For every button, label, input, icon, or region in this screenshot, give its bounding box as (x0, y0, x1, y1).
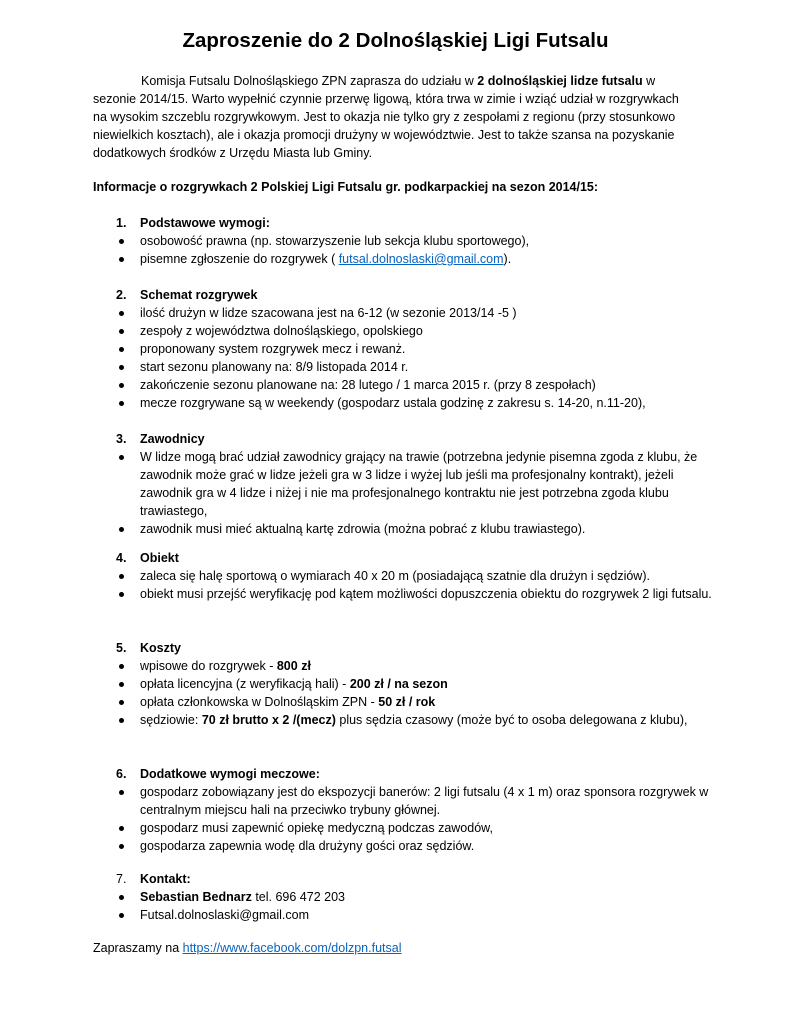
list-item-text: opłata licencyjna (z weryfikacją hali) - (140, 677, 350, 691)
list-item (93, 304, 713, 322)
list-item (93, 448, 713, 520)
list-item (93, 232, 713, 250)
section-number: 1. (116, 216, 127, 230)
list-item (93, 376, 713, 394)
list-item-bold: 70 zł brutto x 2 /(mecz) (201, 713, 336, 727)
page-title: Zaproszenie do 2 Dolnośląskiej Ligi Futsalu (182, 29, 609, 52)
list-item-text: obiekt musi przejść weryfikację pod kątem możliwości dopuszczenia obiektu do rozgrywek 2 ligi futsalu. (140, 587, 712, 601)
section-title (93, 286, 713, 304)
list-item (93, 657, 713, 675)
section-7 (93, 870, 713, 924)
bullet-icon (116, 675, 126, 693)
list-item (93, 675, 713, 693)
list-item-bold: 50 zł / rok (378, 695, 436, 709)
bullet-icon (116, 711, 126, 729)
list-item-bold: 800 zł (276, 659, 311, 673)
bullet-icon (116, 250, 126, 268)
list-item-text: gospodarz zobowiązany jest do ekspozycji banerów: 2 ligi futsalu (4 x 1 m) oraz sponsora rozgrywek w centralnym miejscu hali na przeciwko trybuny głównej. (140, 785, 709, 817)
bullet-icon (116, 232, 126, 250)
section-title-text: Dodatkowe wymogi meczowe: (140, 767, 320, 781)
list-item-text: zakończenie sezonu planowane na: 28 lutego / 1 marca 2015 r. (przy 8 zespołach) (140, 378, 596, 392)
section-title-text: Podstawowe wymogi: (140, 216, 270, 230)
section-title-text: Schemat rozgrywek (140, 288, 258, 302)
list-item-text: sędziowie: (140, 713, 202, 727)
section-title-text: Obiekt (140, 551, 179, 565)
bullet-icon (116, 448, 126, 466)
bullet-icon (116, 567, 126, 585)
list-item-text: ilość drużyn w lidze szacowana jest na 6-12 (w sezonie 2013/14 -5 ) (140, 306, 517, 320)
bullet-icon (116, 819, 126, 837)
section-title-text: Kontakt: (140, 872, 191, 886)
list-item-text: W lidze mogą brać udział zawodnicy grający na trawie (potrzebna jedynie pisemna zgoda z klubu, że zawodnik może grać w lidze jeżeli gra w 3 lidze i wyżej lub jeśli ma profesjonalny kontrakt), jeżeli zawodnik gra w 4 lidze i niżej i nie ma profesjonalnego kontraktu nie jest potrzebna zgoda klubu trawiastego, (140, 450, 698, 518)
section-title (93, 639, 713, 657)
section-title-text: Koszty (140, 641, 181, 655)
section-number: 3. (116, 432, 127, 446)
bullet-icon (116, 358, 126, 376)
section-5 (93, 639, 713, 729)
bullet-icon (116, 585, 126, 603)
footer-line (93, 939, 402, 957)
section-1 (93, 214, 713, 268)
intro-bold: 2 dolnośląskiej lidze futsalu (477, 74, 643, 88)
email-link[interactable]: futsal.dolnoslaski@gmail.com (338, 252, 504, 266)
list-item-text: gospodarz musi zapewnić opiekę medyczną podczas zawodów, (140, 821, 493, 835)
list-item-text: zespoły z województwa dolnośląskiego, opolskiego (140, 324, 423, 338)
intro-text-1: Komisja Futsalu Dolnośląskiego ZPN zaprasza do udziału w (141, 74, 478, 88)
list-item-text: Futsal.dolnoslaski@gmail.com (140, 908, 310, 922)
list-item-text: osobowość prawna (np. stowarzyszenie lub sekcja klubu sportowego), (140, 234, 530, 248)
section-title-text: Zawodnicy (140, 432, 205, 446)
section-number: 4. (116, 551, 127, 565)
section-number: 7. (116, 872, 127, 886)
list-item-text: zaleca się halę sportową o wymiarach 40 x 20 m (posiadającą szatnie dla drużyn i sędziów). (140, 569, 650, 583)
list-item-text: pisemne zgłoszenie do rozgrywek ( (140, 252, 339, 266)
list-item-text: wpisowe do rozgrywek - (140, 659, 277, 673)
section-number: 5. (116, 641, 127, 655)
list-item (93, 358, 713, 376)
section-2 (93, 286, 713, 412)
list-item (93, 819, 713, 837)
list-item-bold: 200 zł / na sezon (349, 677, 448, 691)
list-item (93, 711, 713, 729)
list-item-bold: Sebastian Bednarz (140, 890, 252, 904)
list-item-text: gospodarza zapewnia wodę dla drużyny gości oraz sędziów. (140, 839, 475, 853)
bullet-icon (116, 340, 126, 358)
intro-paragraph (93, 72, 693, 162)
section-title (93, 549, 713, 567)
bullet-icon (116, 693, 126, 711)
bullet-icon (116, 783, 126, 801)
section-title (93, 430, 713, 448)
bullet-icon (116, 394, 126, 412)
list-item (93, 585, 713, 603)
list-item (93, 250, 713, 268)
facebook-link[interactable]: https://www.facebook.com/dolzpn.futsal (182, 941, 402, 955)
section-6 (93, 765, 713, 855)
section-number: 6. (116, 767, 127, 781)
section-title (93, 870, 713, 888)
list-item-text: zawodnik musi mieć aktualną kartę zdrowia (można pobrać z klubu trawiastego). (140, 522, 586, 536)
list-item (93, 888, 713, 906)
bullet-icon (116, 376, 126, 394)
bullet-icon (116, 657, 126, 675)
bullet-icon (116, 837, 126, 855)
section-3 (93, 430, 713, 538)
section-number: 2. (116, 288, 127, 302)
info-heading: Informacje o rozgrywkach 2 Polskiej Ligi Futsalu gr. podkarpackiej na sezon 2014/15: (93, 180, 599, 194)
list-item (93, 567, 713, 585)
list-item (93, 520, 713, 538)
list-item (93, 340, 713, 358)
bullet-icon (116, 322, 126, 340)
list-item-text: proponowany system rozgrywek mecz i rewanż. (140, 342, 406, 356)
list-item-text: start sezonu planowany na: 8/9 listopada 2014 r. (140, 360, 409, 374)
section-4 (93, 549, 713, 603)
list-item-text: mecze rozgrywane są w weekendy (gospodarz ustala godzinę z zakresu s. 14-20, n.11-20), (140, 396, 646, 410)
list-item-text: ). (503, 252, 512, 266)
bullet-icon (116, 888, 126, 906)
footer-text: Zapraszamy na (93, 941, 183, 955)
bullet-icon (116, 906, 126, 924)
list-item (93, 906, 713, 924)
list-item (93, 837, 713, 855)
bullet-icon (116, 520, 126, 538)
intro-text-2: w sezonie 2014/15. Warto wypełnić czynnie przerwę ligową, która trwa w zimie i wziąć udział w rozgrywkach na wysokim szczeblu rozgrywkowym. Jest to okazja nie tylko gry z zespołami z regionu (przy stosunkowo niewielkich kosztach), ale i okazja promocji drużyny w województwie. Jest to także szansa na pozyskanie dodatkowych środków z Urzędu Miasta lub Gminy. (93, 74, 679, 160)
list-item-text: opłata członkowska w Dolnośląskim ZPN - (140, 695, 379, 709)
list-item (93, 783, 713, 819)
bullet-icon (116, 304, 126, 322)
section-title (93, 214, 713, 232)
list-item-text: tel. 696 472 203 (251, 890, 345, 904)
list-item-text: plus sędzia czasowy (może być to osoba delegowana z klubu), (335, 713, 688, 727)
list-item (93, 394, 713, 412)
list-item (93, 322, 713, 340)
section-title (93, 765, 713, 783)
list-item (93, 693, 713, 711)
